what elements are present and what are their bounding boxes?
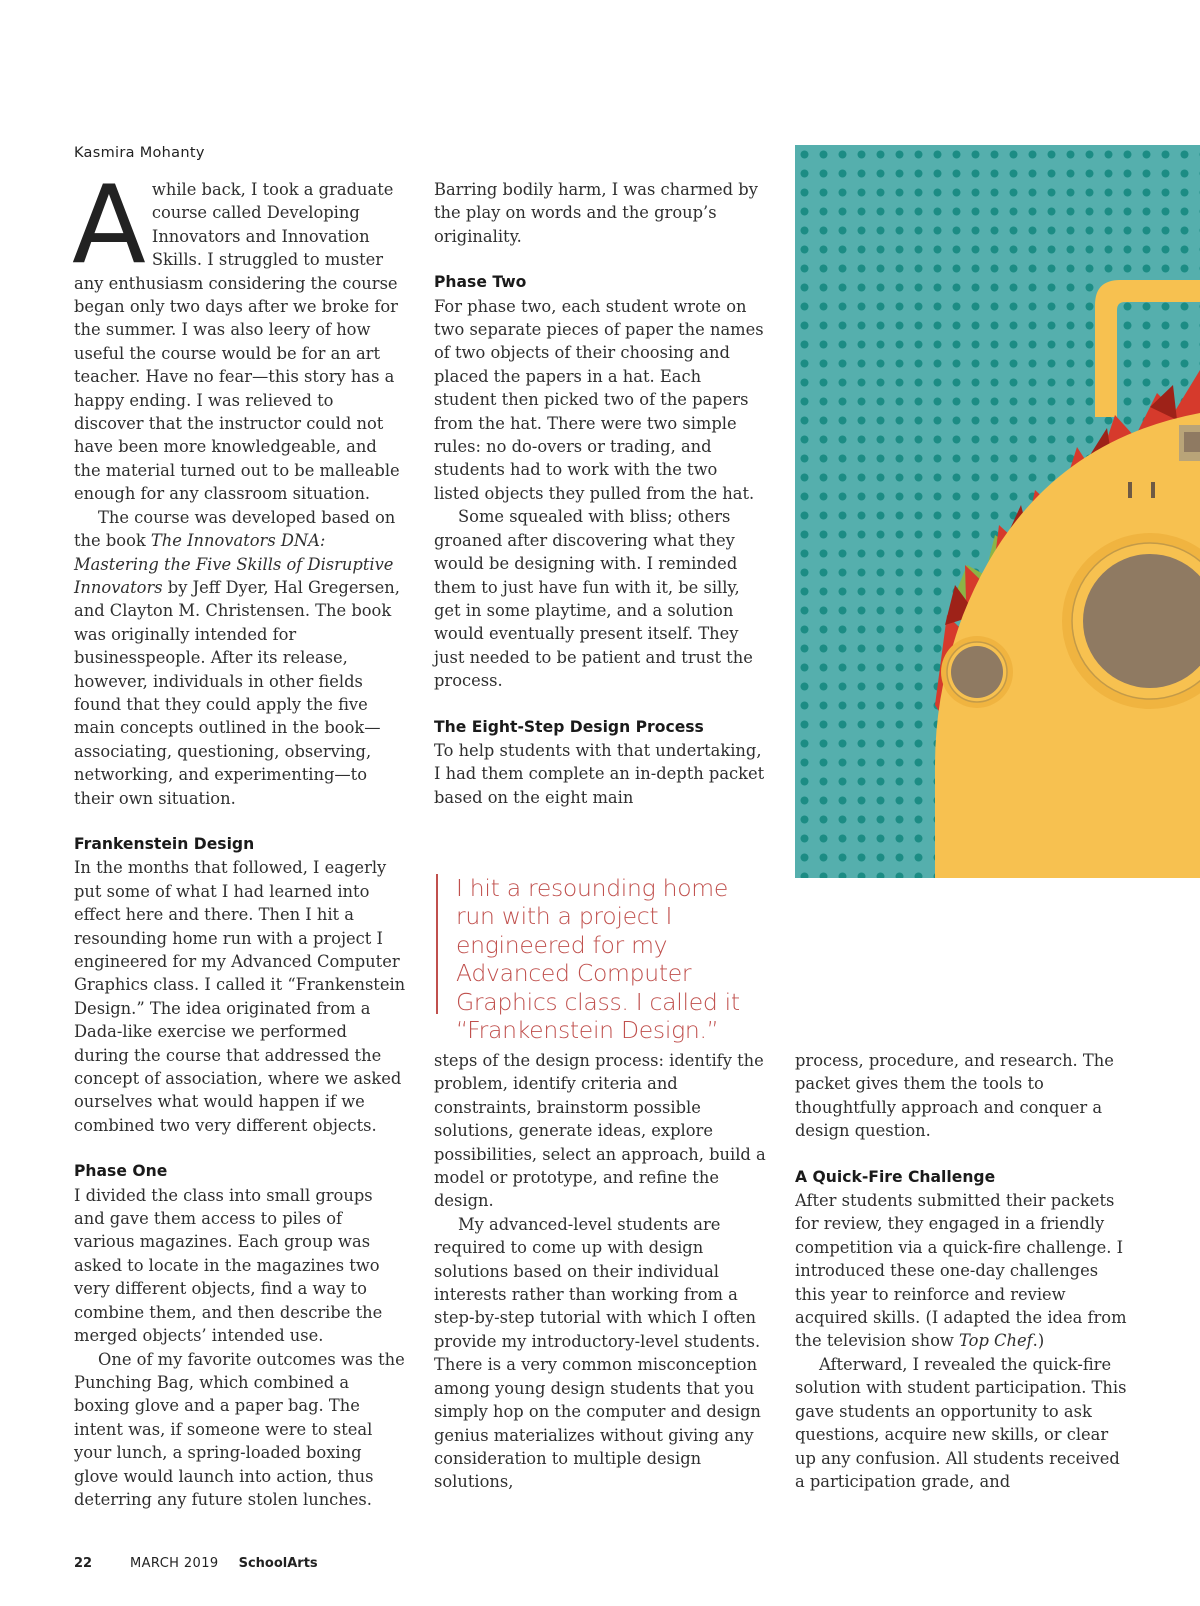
heading-eight-step: The Eight-Step Design Process bbox=[434, 717, 704, 736]
page-footer bbox=[74, 1556, 318, 1571]
illustration-svg bbox=[795, 145, 1200, 878]
display-screen bbox=[1184, 432, 1200, 452]
punching-bag-paragraph: One of my favorite outcomes was the Punching Bag, which combined a boxing glove and a paper bag. The intent was, if someone were to steal your lunch, a spring-loaded boxing glove would launch into action, thus deterring any future stolen lunches. bbox=[74, 1349, 405, 1509]
book-paragraph-rest: by Jeff Dyer, Hal Gregersen, and Clayton M. Christensen. The book was originally intended for businesspeople. After its release, however, individuals in other fields found that they could apply the five main concepts outlined in the book—associating, questioning, observing, networking, and experimenting—to their own situation. bbox=[74, 577, 400, 808]
author-byline: Kasmira Mohanty bbox=[74, 145, 205, 161]
book-paragraph bbox=[74, 506, 406, 810]
vent-left bbox=[1128, 482, 1132, 498]
article-column-3 bbox=[795, 1049, 1127, 1493]
advanced-students-paragraph: My advanced-level students are required to come up with design solutions based on their individual interests rather than working from a step-by-step tutorial with which I often provide my introductory-level students. There is a very common misconception among young design students that you simply hop on the computer and design genius materializes without giving any consideration to multiple design solutions, bbox=[434, 1214, 761, 1492]
show-title: Top Chef bbox=[959, 1331, 1033, 1351]
packet-paragraph: process, procedure, and research. The packet gives them the tools to thoughtfully approach and conquer a design question. bbox=[795, 1051, 1114, 1141]
afterward-paragraph: Afterward, I revealed the quick-fire solution with student participation. This gave students an opportunity to ask questions, acquire new skills, or clear up any confusion. All students received a participation grade, and bbox=[795, 1354, 1127, 1491]
article-column-2-bottom bbox=[434, 1049, 766, 1494]
heading-frankenstein-design: Frankenstein Design bbox=[74, 834, 255, 853]
pull-quote: I hit a resounding home run with a project I engineered for my Advanced Computer Graphics class. I called it “Frankenstein Design.” bbox=[436, 874, 766, 1014]
article-column-2-top bbox=[434, 178, 766, 809]
heading-phase-two: Phase Two bbox=[434, 273, 527, 292]
book-title: The Innovators DNA: Mastering the Five Skills of Disruptive Innovators bbox=[74, 531, 394, 597]
taco-boombox-illustration bbox=[795, 145, 1200, 878]
phase-two-paragraph: For phase two, each student wrote on two separate pieces of paper the names of two objects of their choosing and placed the papers in a hat. Each student then picked two of the papers from the hat. There were two simple rules: no do-overs or trading, and students had to work with the two listed objects they pulled from the hat. bbox=[434, 296, 764, 503]
phase-one-paragraph: I divided the class into small groups and gave them access to piles of various magazines. Each group was asked to locate in the magazines two very different objects, find a way to combine them, and then describe the merged objects’ intended use. bbox=[74, 1185, 383, 1346]
eight-step-paragraph: To help students with that undertaking, I had them complete an in-depth packet based on the eight main bbox=[434, 740, 765, 807]
quick-fire-paragraph bbox=[795, 1189, 1127, 1353]
speaker-small-cone bbox=[951, 646, 1003, 698]
design-steps-paragraph: steps of the design process: identify the problem, identify criteria and constraints, brainstorm possible solutions, generate ideas, explore possibilities, select an approach, build a model or prototype, and refine the design. bbox=[434, 1051, 766, 1211]
book-paragraph-lead: The course was developed based on the book bbox=[74, 507, 396, 551]
frankenstein-paragraph: In the months that followed, I eagerly put some of what I had learned into effect here and there. Then I hit a resounding home run with a project I engineered for my Advanced Computer Graphics class. I called it “Frankenstein Design.” The idea originated from a Dada-like exercise we performed during the course that addressed the concept of association, where we asked ourselves what would happen if we combined two very different objects. bbox=[74, 858, 406, 1135]
intro-paragraph bbox=[72, 163, 406, 506]
originality-paragraph: Barring bodily harm, I was charmed by the play on words and the group’s originality. bbox=[434, 180, 758, 246]
magazine-name: SchoolArts bbox=[238, 1556, 318, 1571]
intro-paragraph-text: while back, I took a graduate course called Developing Innovators and Innovation Skills. I struggled to muster any enthusiasm considering the course began only two days after we broke for the summer. I was also leery of how useful the course would be for an art teacher. Have no fear—this story has a happy ending. I was relieved to discover that the instructor could not have been more knowledgeable, and the material turned out to be malleable enough for any classroom situation. bbox=[74, 180, 400, 504]
quick-fire-lead: After students submitted their packets for review, they engaged in a friendly competition via a quick-fire challenge. I introduced these one-day challenges this year to reinforce and review acquired skills. (I adapted the idea from the television show bbox=[795, 1191, 1127, 1351]
page-number: 22 bbox=[74, 1556, 93, 1571]
quick-fire-end: .) bbox=[1032, 1331, 1045, 1351]
squealed-paragraph: Some squealed with bliss; others groaned after discovering what they would be designing with. I reminded them to just have fun with it, be silly, get in some playtime, and a solution would eventually present itself. They just needed to be patient and trust the process. bbox=[434, 507, 753, 691]
vent-right bbox=[1151, 482, 1155, 498]
heading-quick-fire: A Quick-Fire Challenge bbox=[795, 1167, 996, 1186]
drop-cap: A bbox=[72, 163, 146, 288]
article-column-1 bbox=[72, 163, 406, 1511]
heading-phase-one: Phase One bbox=[74, 1162, 168, 1181]
issue-date: MARCH 2019 bbox=[130, 1556, 219, 1571]
